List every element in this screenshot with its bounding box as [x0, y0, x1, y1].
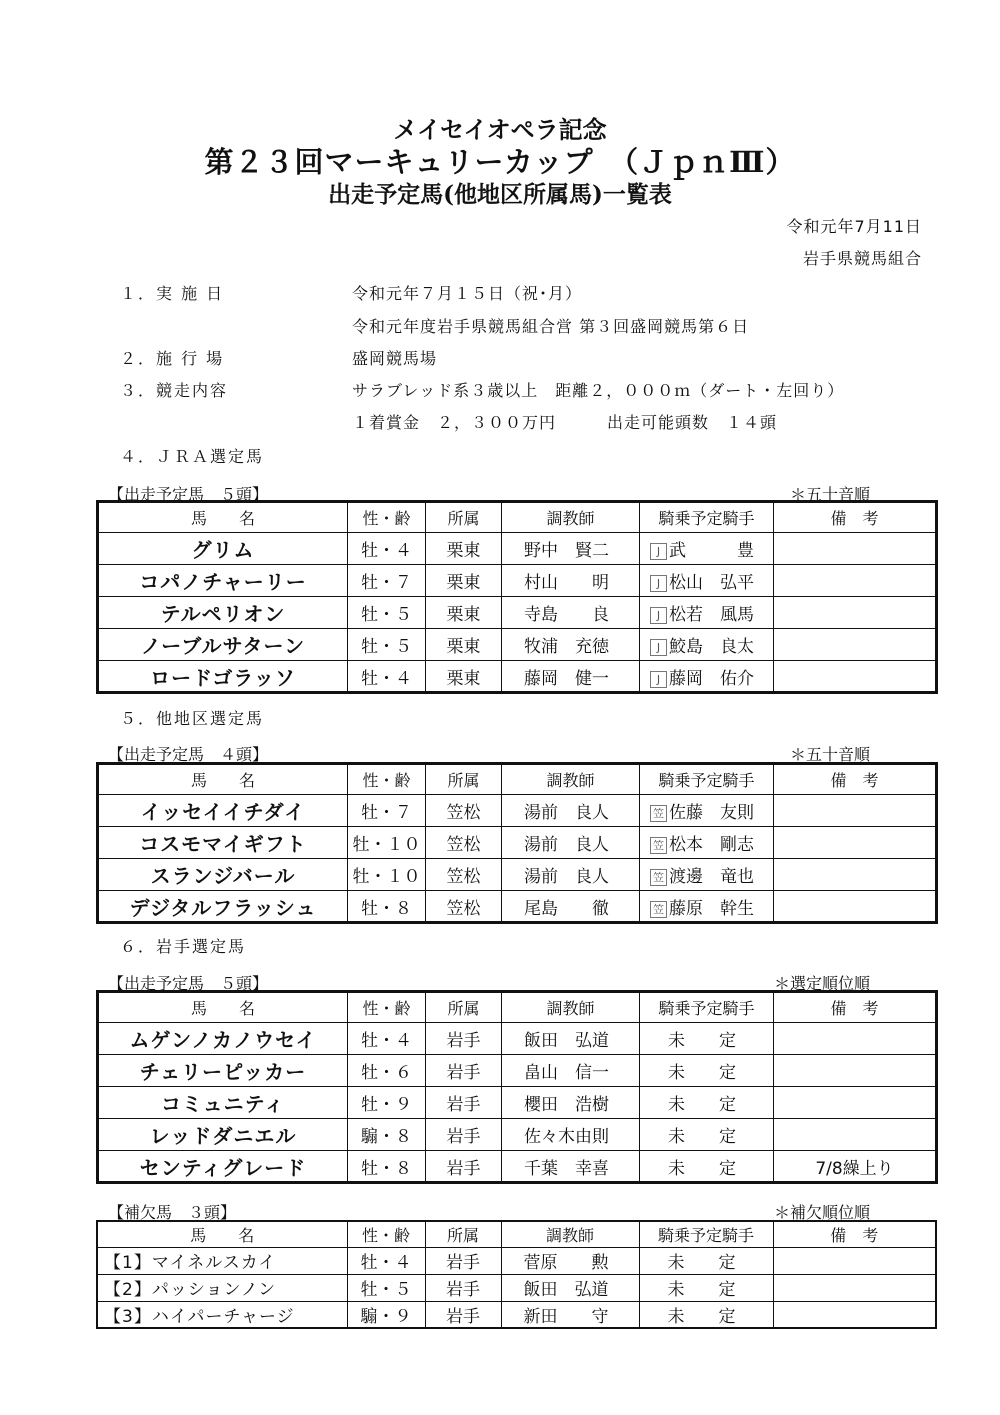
table-row [97, 1301, 936, 1328]
remarks-cell [774, 565, 937, 597]
trainer-cell: 湯前 良人 [502, 827, 640, 859]
horse-name-cell: テルペリオン [98, 597, 348, 629]
jockey-cell [640, 859, 774, 891]
horse-name-cell: スランジバール [98, 859, 348, 891]
trainer-cell: 櫻田 浩樹 [502, 1087, 640, 1119]
horse-name-cell: センティグレード [98, 1151, 348, 1183]
remarks-cell [774, 1023, 937, 1055]
table-header-row [98, 764, 937, 795]
header-horse-name: 馬 名 [98, 764, 348, 795]
jockey-name: 武 豊 [669, 541, 754, 561]
trainer-cell: 佐々木由則 [502, 1119, 640, 1151]
sex-age-cell: 牡・４ [348, 661, 426, 693]
reserve-horses-table [96, 1220, 937, 1329]
table-row [98, 661, 937, 693]
header-jockey: 騎乗予定騎手 [640, 502, 774, 533]
trainer-cell: 湯前 良人 [502, 859, 640, 891]
jockey-cell [640, 795, 774, 827]
jockey-cell: 未 定 [639, 1247, 773, 1274]
jockey-cell: 未 定 [640, 1055, 774, 1087]
remarks-cell [773, 1274, 936, 1301]
affiliation-cell: 岩手 [425, 1301, 501, 1328]
affiliation-cell: 栗東 [426, 661, 502, 693]
horse-name-cell: ロードゴラッソ [98, 661, 348, 693]
section-2-value: 盛岡競馬場 [352, 349, 438, 368]
trainer-cell: 湯前 良人 [502, 795, 640, 827]
header-sex-age: 性・齢 [348, 764, 426, 795]
horse-name-cell: レッドダニエル [98, 1119, 348, 1151]
jockey-affiliation-badge-icon: J [650, 575, 667, 592]
horse-name-cell: ノーブルサターン [98, 629, 348, 661]
title-race-memorial: メイセイオペラ記念 [393, 115, 607, 144]
remarks-cell [774, 1087, 937, 1119]
header-sex-age: 性・齢 [347, 1221, 425, 1247]
sex-age-cell: 牡・７ [348, 795, 426, 827]
other-table-order-note: ＊五十音順 [789, 745, 870, 764]
sex-age-cell: 牡・８ [348, 891, 426, 923]
jockey-cell: 未 定 [640, 1151, 774, 1183]
trainer-cell: 畠山 信一 [502, 1055, 640, 1087]
trainer-cell: 飯田 弘道 [501, 1274, 639, 1301]
jockey-cell: 未 定 [640, 1023, 774, 1055]
reserve-table-order-note: ＊補欠順位順 [773, 1203, 870, 1222]
jockey-cell: 未 定 [640, 1119, 774, 1151]
jockey-cell: 未 定 [639, 1274, 773, 1301]
table-header-row [98, 992, 937, 1023]
table-row [97, 1274, 936, 1301]
header-remarks: 備 考 [774, 764, 937, 795]
jockey-cell [640, 891, 774, 923]
jra-horses-table [96, 500, 938, 694]
section-5-label: ５．他地区選定馬 [120, 709, 265, 728]
section-1-value-date: 令和元年７月１５日（祝･月） [352, 284, 583, 303]
remarks-cell [774, 1119, 937, 1151]
table-row [97, 1247, 936, 1274]
header-affiliation: 所属 [426, 502, 502, 533]
affiliation-cell: 笠松 [426, 891, 502, 923]
affiliation-cell: 栗東 [426, 629, 502, 661]
jockey-name: 松若 風馬 [669, 605, 754, 625]
section-3-value-conditions: サラブレッド系３歳以上 距離２，０００ｍ（ダート・左回り） [352, 381, 845, 400]
trainer-cell: 寺島 良 [502, 597, 640, 629]
header-trainer: 調教師 [502, 502, 640, 533]
jockey-cell [640, 629, 774, 661]
affiliation-cell: 笠松 [426, 795, 502, 827]
table-row [98, 565, 937, 597]
jockey-affiliation-badge-icon: J [650, 639, 667, 656]
iwate-table-caption: 【出走予定馬 ５頭】 [108, 974, 269, 993]
remarks-cell [774, 1055, 937, 1087]
trainer-cell: 藤岡 健一 [502, 661, 640, 693]
jockey-cell [640, 661, 774, 693]
iwate-horses-table [96, 990, 938, 1184]
other-region-horses-table [96, 762, 938, 924]
sex-age-cell: 牡・５ [347, 1274, 425, 1301]
table-row [98, 795, 937, 827]
issue-date: 令和元年7月11日 [786, 217, 922, 236]
horse-name-cell: チェリーピッカー [98, 1055, 348, 1087]
table-row [98, 1087, 937, 1119]
jockey-affiliation-badge-icon: 笠 [650, 837, 667, 854]
jockey-affiliation-badge-icon: J [650, 543, 667, 560]
remarks-cell [774, 859, 937, 891]
trainer-cell: 千葉 幸喜 [502, 1151, 640, 1183]
jockey-name: 松山 弘平 [669, 573, 754, 593]
horse-name-cell: デジタルフラッシュ [98, 891, 348, 923]
header-horse-name: 馬 名 [98, 992, 348, 1023]
remarks-cell: 7/8繰上り [774, 1151, 937, 1183]
jockey-affiliation-badge-icon: J [650, 607, 667, 624]
sex-age-cell: 牡・４ [347, 1247, 425, 1274]
reserve-table-caption: 【補欠馬 ３頭】 [108, 1203, 237, 1222]
header-sex-age: 性・齢 [348, 502, 426, 533]
horse-name-cell: 【1】マイネルスカイ [97, 1247, 347, 1274]
affiliation-cell: 笠松 [426, 827, 502, 859]
horse-name-cell: 【3】ハイパーチャージ [97, 1301, 347, 1328]
jockey-cell: 未 定 [640, 1087, 774, 1119]
header-affiliation: 所属 [425, 1221, 501, 1247]
header-trainer: 調教師 [502, 764, 640, 795]
horse-name-cell: ムゲンノカノウセイ [98, 1023, 348, 1055]
remarks-cell [773, 1247, 936, 1274]
sex-age-cell: 牡・４ [348, 533, 426, 565]
header-horse-name: 馬 名 [98, 502, 348, 533]
jockey-cell: 未 定 [639, 1301, 773, 1328]
jockey-name: 藤原 幹生 [669, 898, 754, 919]
sex-age-cell: 牡・８ [348, 1151, 426, 1183]
horse-name-cell: コスモマイギフト [98, 827, 348, 859]
other-table-caption: 【出走予定馬 ４頭】 [108, 745, 269, 764]
iwate-table-order-note: ＊選定順位順 [773, 974, 870, 993]
sex-age-cell: 牡・７ [348, 565, 426, 597]
jockey-affiliation-badge-icon: 笠 [650, 901, 667, 918]
jockey-cell [640, 533, 774, 565]
remarks-cell [774, 795, 937, 827]
affiliation-cell: 岩手 [425, 1247, 501, 1274]
table-row [98, 1055, 937, 1087]
trainer-cell: 飯田 弘道 [502, 1023, 640, 1055]
header-trainer: 調教師 [501, 1221, 639, 1247]
affiliation-cell: 岩手 [426, 1055, 502, 1087]
table-row [98, 1151, 937, 1183]
affiliation-cell: 栗東 [426, 597, 502, 629]
affiliation-cell: 岩手 [426, 1119, 502, 1151]
affiliation-cell: 栗東 [426, 533, 502, 565]
affiliation-cell: 岩手 [426, 1151, 502, 1183]
section-1-label: １．実 施 日 [120, 284, 225, 303]
header-jockey: 騎乗予定騎手 [639, 1221, 773, 1247]
sex-age-cell: 騸・８ [348, 1119, 426, 1151]
trainer-cell: 牧浦 充徳 [502, 629, 640, 661]
header-affiliation: 所属 [426, 764, 502, 795]
jockey-cell [640, 827, 774, 859]
jra-table-caption: 【出走予定馬 ５頭】 [108, 485, 269, 504]
section-4-label: ４．ＪＲＡ選定馬 [120, 447, 265, 466]
jockey-name: 渡邊 竜也 [669, 867, 754, 887]
affiliation-cell: 栗東 [426, 565, 502, 597]
header-remarks: 備 考 [774, 502, 937, 533]
sex-age-cell: 牡・５ [348, 629, 426, 661]
table-row [98, 1023, 937, 1055]
table-header-row [97, 1221, 936, 1247]
trainer-cell: 菅原 勲 [501, 1247, 639, 1274]
jockey-cell [640, 565, 774, 597]
horse-name-cell: 【2】パッションノン [97, 1274, 347, 1301]
header-trainer: 調教師 [502, 992, 640, 1023]
jockey-affiliation-badge-icon: 笠 [650, 869, 667, 886]
header-remarks: 備 考 [773, 1221, 936, 1247]
sex-age-cell: 牡・４ [348, 1023, 426, 1055]
jockey-name: 佐藤 友則 [669, 803, 754, 823]
section-3-label: ３．競走内容 [120, 381, 229, 400]
trainer-cell: 野中 賢二 [502, 533, 640, 565]
jockey-name: 藤岡 佑介 [669, 668, 754, 689]
header-jockey: 騎乗予定騎手 [640, 764, 774, 795]
remarks-cell [774, 661, 937, 693]
sex-age-cell: 騸・９ [347, 1301, 425, 1328]
remarks-cell [774, 891, 937, 923]
table-row [98, 629, 937, 661]
horse-name-cell: コパノチャーリー [98, 565, 348, 597]
header-remarks: 備 考 [774, 992, 937, 1023]
jockey-name: 鮫島 良太 [669, 637, 754, 657]
header-jockey: 騎乗予定騎手 [640, 992, 774, 1023]
table-header-row [98, 502, 937, 533]
sex-age-cell: 牡・６ [348, 1055, 426, 1087]
affiliation-cell: 笠松 [426, 859, 502, 891]
table-row [98, 1119, 937, 1151]
affiliation-cell: 岩手 [426, 1023, 502, 1055]
header-affiliation: 所属 [426, 992, 502, 1023]
horse-name-cell: コミュニティ [98, 1087, 348, 1119]
table-row [98, 597, 937, 629]
jra-table-order-note: ＊五十音順 [789, 485, 870, 504]
table-row [98, 533, 937, 565]
table-row [98, 859, 937, 891]
jockey-affiliation-badge-icon: J [650, 671, 667, 688]
jockey-name: 松本 剛志 [669, 835, 754, 855]
remarks-cell [774, 597, 937, 629]
sex-age-cell: 牡・１０ [348, 859, 426, 891]
remarks-cell [774, 827, 937, 859]
affiliation-cell: 岩手 [426, 1087, 502, 1119]
remarks-cell [774, 533, 937, 565]
trainer-cell: 新田 守 [501, 1301, 639, 1328]
affiliation-cell: 岩手 [425, 1274, 501, 1301]
title-document: 出走予定馬(他地区所属馬)一覧表 [328, 181, 672, 208]
horse-name-cell: イッセイイチダイ [98, 795, 348, 827]
section-6-label: ６．岩手選定馬 [120, 937, 247, 956]
section-2-label: ２．施 行 場 [120, 349, 225, 368]
sex-age-cell: 牡・５ [348, 597, 426, 629]
jockey-affiliation-badge-icon: 笠 [650, 805, 667, 822]
sex-age-cell: 牡・９ [348, 1087, 426, 1119]
sex-age-cell: 牡・１０ [348, 827, 426, 859]
jockey-cell [640, 597, 774, 629]
horse-name-cell: グリム [98, 533, 348, 565]
remarks-cell [774, 629, 937, 661]
table-row [98, 891, 937, 923]
title-race-name: 第２３回マーキュリーカップ （ＪｐｎⅢ） [204, 145, 796, 179]
table-row [98, 827, 937, 859]
header-sex-age: 性・齢 [348, 992, 426, 1023]
trainer-cell: 村山 明 [502, 565, 640, 597]
section-3-value-prize: １着賞金 ２，３００万円 出走可能頭数 １４頭 [352, 413, 778, 432]
section-1-value-meeting: 令和元年度岩手県競馬組合営 第３回盛岡競馬第６日 [352, 317, 750, 336]
trainer-cell: 尾島 徹 [502, 891, 640, 923]
organization: 岩手県競馬組合 [802, 249, 922, 268]
remarks-cell [773, 1301, 936, 1328]
header-horse-name: 馬 名 [97, 1221, 347, 1247]
